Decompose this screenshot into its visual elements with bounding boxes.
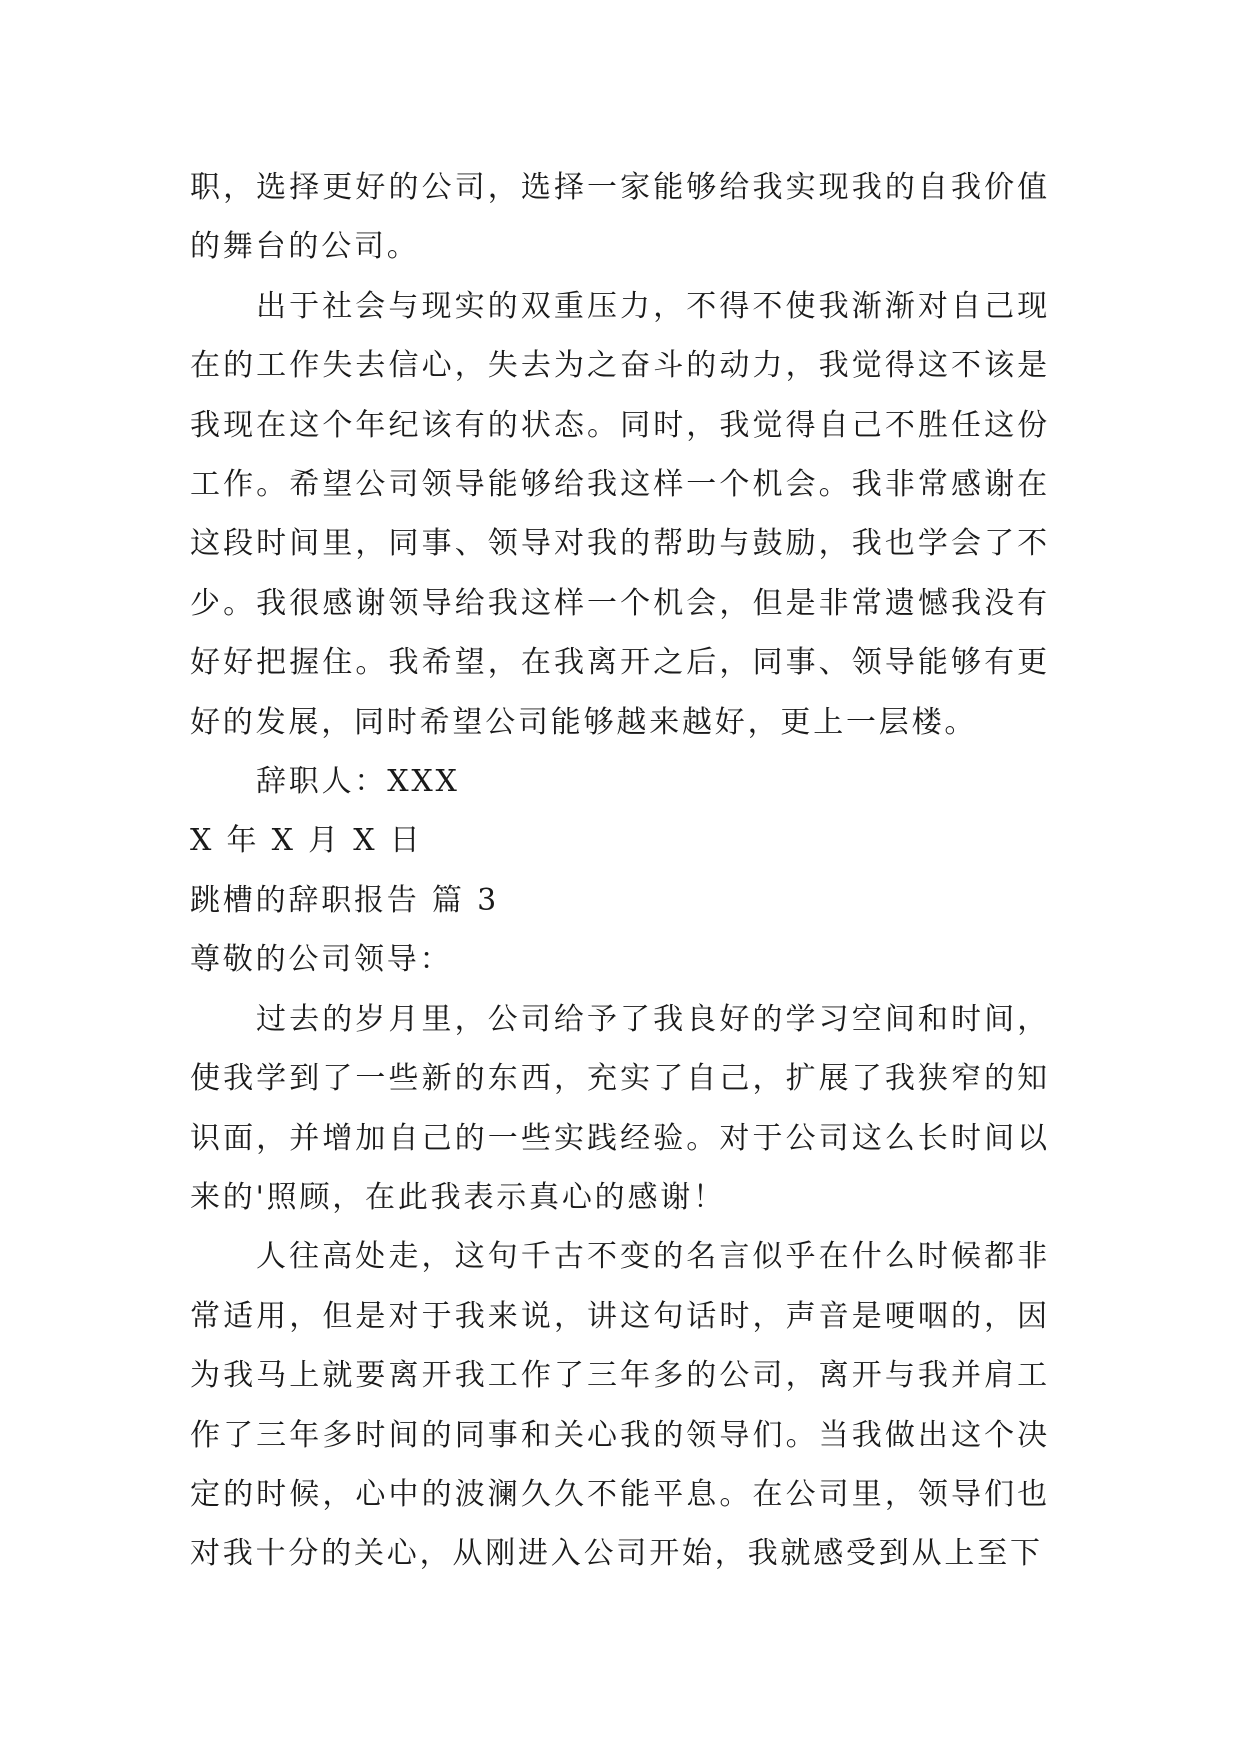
paragraph-gratitude: 过去的岁月里，公司给予了我良好的学习空间和时间，使我学到了一些新的东西，充实了自己，扩展了我狭窄的知识面，并增加自己的一些实践经验。对于公司这么长时间以来的'照顾，在此我表示真心的感谢！ (190, 1001, 1050, 1215)
signature-line: 辞职人：XXX (256, 764, 460, 800)
salutation: 尊敬的公司领导： (190, 942, 453, 978)
paragraph-continuation: 职，选择更好的公司，选择一家能够给我实现我的自我价值的舞台的公司。 (190, 170, 1050, 265)
date-line: X 年 X 月 X 日 (190, 823, 423, 859)
document-body (190, 158, 1050, 1584)
paragraph-pressure: 出于社会与现实的双重压力，不得不使我渐渐对自己现在的工作失去信心，失去为之奋斗的动力，我觉得这不该是我现在这个年纪该有的状态。同时，我觉得自己不胜任这份工作。希望公司领导能够给我这样一个机会。我非常感谢在这段时间里，同事、领导对我的帮助与鼓励，我也学会了不少。我很感谢领导给我这样一个机会，但是非常遗憾我没有好好把握住。我希望，在我离开之后，同事、领导能够有更好的发展，同时希望公司能够越来越好，更上一层楼。 (190, 288, 1050, 740)
paragraph-leaving: 人往高处走，这句千古不变的名言似乎在什么时候都非常适用，但是对于我来说，讲这句话时，声音是哽咽的，因为我马上就要离开我工作了三年多的公司，离开与我并肩工作了三年多时间的同事和关心我的领导们。当我做出这个决定的时候，心中的波澜久久不能平息。在公司里，领导们也对我十分的关心，从刚进入公司开始，我就感受到从上至下 (190, 1239, 1050, 1572)
section-title: 跳槽的辞职报告 篇 3 (190, 882, 499, 918)
